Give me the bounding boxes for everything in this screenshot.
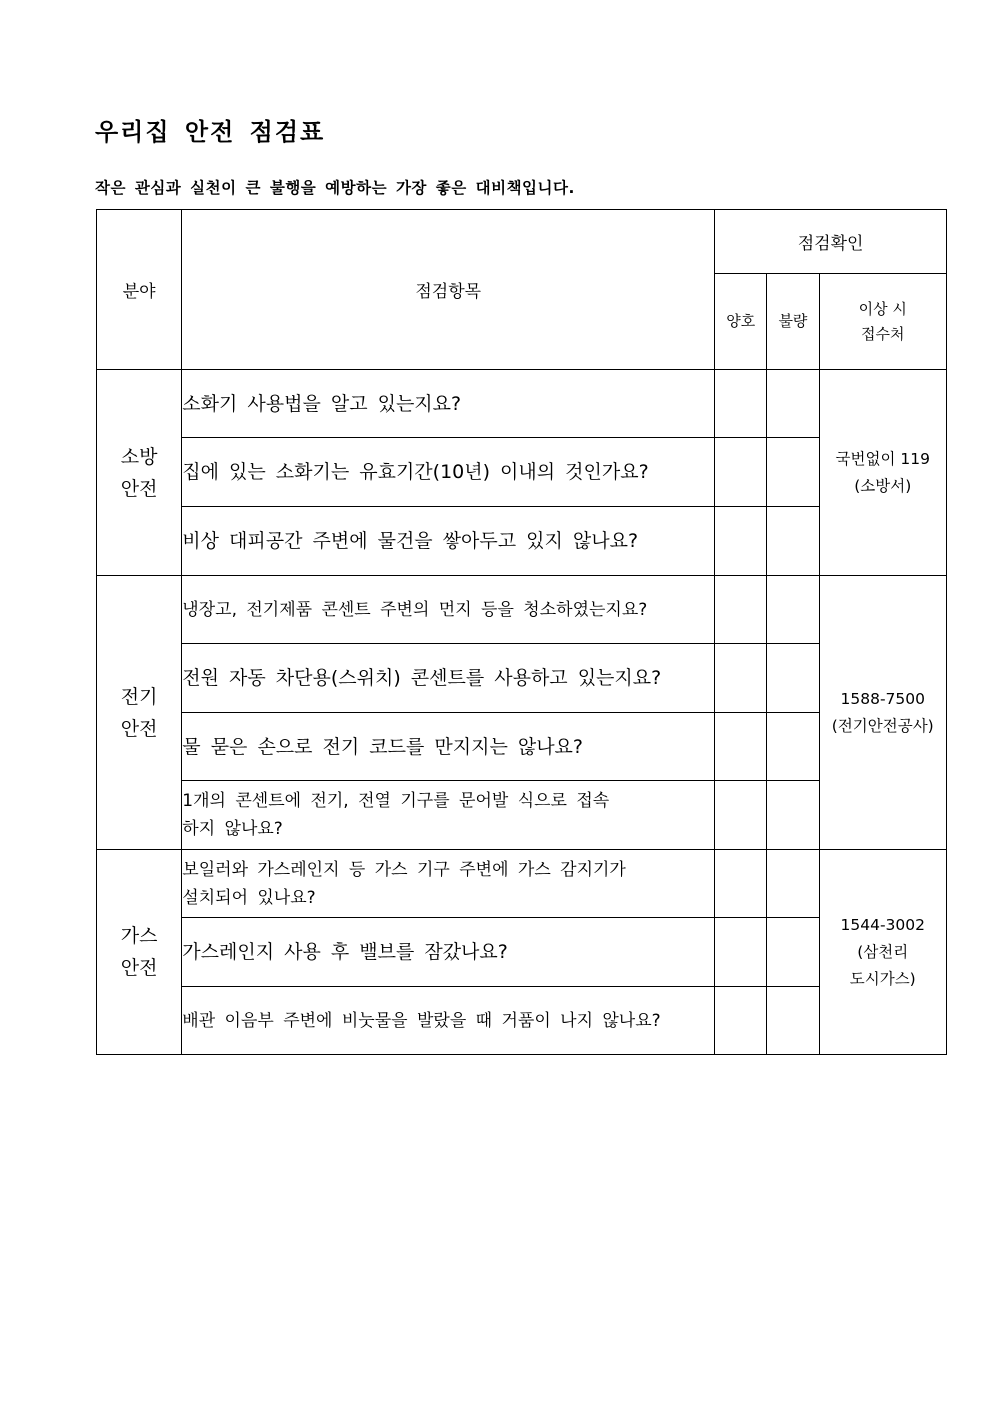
header-bad: 불량 [767, 274, 819, 370]
section-gas-field: 가스 안전 [97, 850, 182, 1055]
bad-checkbox-cell[interactable] [767, 370, 819, 438]
table-row [97, 850, 947, 918]
checklist-item: 전원 자동 차단용(스위치) 콘센트를 사용하고 있는지요? [182, 644, 715, 713]
table-row [97, 507, 947, 576]
section-fire-field: 소방 안전 [97, 370, 182, 576]
table-row [97, 370, 947, 438]
section-electric-field: 전기 안전 [97, 576, 182, 850]
checklist-item: 배관 이음부 주변에 비눗물을 발랐을 때 거품이 나지 않나요? [182, 987, 715, 1055]
checklist-item: 가스레인지 사용 후 밸브를 잠갔나요? [182, 918, 715, 987]
good-checkbox-cell[interactable] [715, 507, 767, 576]
checklist-item: 1개의 콘센트에 전기, 전열 기구를 문어발 식으로 접속 하지 않나요? [182, 781, 715, 850]
bad-checkbox-cell[interactable] [767, 576, 819, 644]
good-checkbox-cell[interactable] [715, 370, 767, 438]
bad-checkbox-cell[interactable] [767, 713, 819, 781]
section-fire-contact: 국번없이 119 (소방서) [819, 370, 946, 576]
bad-checkbox-cell[interactable] [767, 781, 819, 850]
header-contact-line1: 이상 시 [858, 299, 907, 318]
checklist-item: 집에 있는 소화기는 유효기간(10년) 이내의 것인가요? [182, 438, 715, 507]
header-contact [819, 274, 946, 370]
table-row [97, 918, 947, 987]
checklist-item: 소화기 사용법을 알고 있는지요? [182, 370, 715, 438]
header-field: 분야 [97, 210, 182, 370]
bad-checkbox-cell[interactable] [767, 438, 819, 507]
table-row [97, 713, 947, 781]
good-checkbox-cell[interactable] [715, 713, 767, 781]
good-checkbox-cell[interactable] [715, 644, 767, 713]
table-row [97, 576, 947, 644]
bad-checkbox-cell[interactable] [767, 987, 819, 1055]
table-row [97, 438, 947, 507]
safety-checklist-table [96, 209, 947, 1055]
table-row [97, 644, 947, 713]
section-electric-contact: 1588-7500 (전기안전공사) [819, 576, 946, 850]
header-good: 양호 [715, 274, 767, 370]
checklist-item: 물 묻은 손으로 전기 코드를 만지지는 않나요? [182, 713, 715, 781]
page-title: 우리집 안전 점검표 [95, 118, 326, 146]
header-item: 점검항목 [182, 210, 715, 370]
header-check-group: 점검확인 [715, 210, 947, 274]
good-checkbox-cell[interactable] [715, 781, 767, 850]
bad-checkbox-cell[interactable] [767, 507, 819, 576]
page-subtitle: 작은 관심과 실천이 큰 불행을 예방하는 가장 좋은 대비책입니다. [95, 179, 575, 197]
good-checkbox-cell[interactable] [715, 576, 767, 644]
header-contact-line2: 접수처 [861, 324, 905, 343]
bad-checkbox-cell[interactable] [767, 850, 819, 918]
checklist-item: 보일러와 가스레인지 등 가스 기구 주변에 가스 감지기가 설치되어 있나요? [182, 850, 715, 918]
table-row [97, 987, 947, 1055]
bad-checkbox-cell[interactable] [767, 644, 819, 713]
good-checkbox-cell[interactable] [715, 438, 767, 507]
checklist-item: 비상 대피공간 주변에 물건을 쌓아두고 있지 않나요? [182, 507, 715, 576]
good-checkbox-cell[interactable] [715, 850, 767, 918]
good-checkbox-cell[interactable] [715, 987, 767, 1055]
table-row [97, 781, 947, 850]
header-row-top [97, 210, 947, 274]
good-checkbox-cell[interactable] [715, 918, 767, 987]
bad-checkbox-cell[interactable] [767, 918, 819, 987]
section-gas-contact: 1544-3002 (삼천리 도시가스) [819, 850, 946, 1055]
checklist-item: 냉장고, 전기제품 콘센트 주변의 먼지 등을 청소하였는지요? [182, 576, 715, 644]
